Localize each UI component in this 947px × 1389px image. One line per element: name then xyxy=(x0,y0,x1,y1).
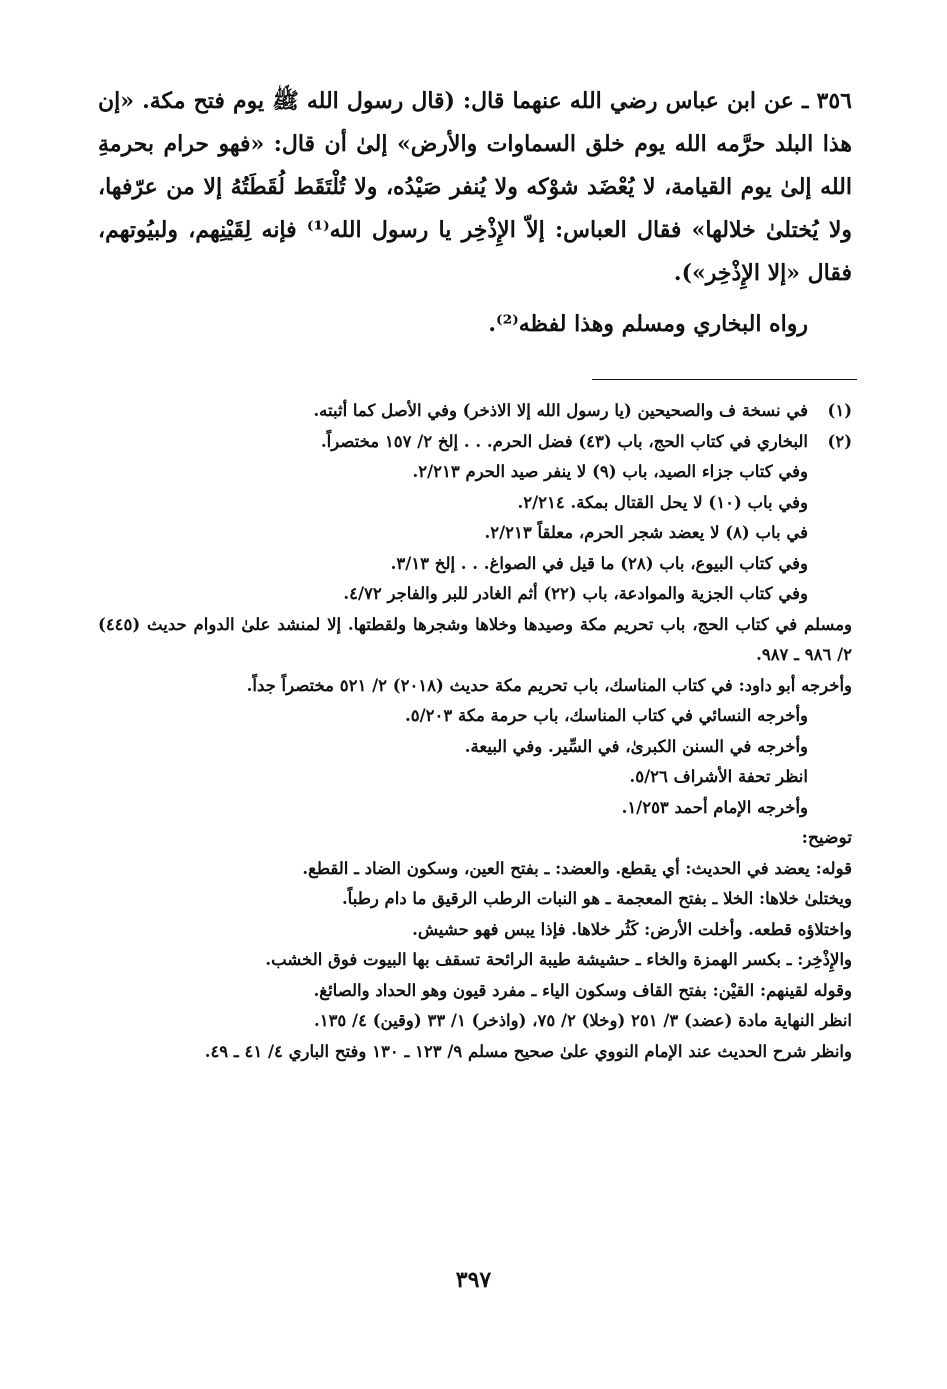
footnote-number: (١) xyxy=(827,401,852,420)
footnote-line: ومسلم في كتاب الحج، باب تحريم مكة وصيدها وخلاها وشجرها ولقطتها. إلا لمنشد علىٰ الدوام حديث (٤٤٥) ٢/ ٩٨٦ ـ ٩٨٧. xyxy=(98,614,852,664)
footnote-line: في باب (٨) لا يعضد شجر الحرم، معلقاً ٢/٢١٣. xyxy=(484,523,808,542)
explanation-line: قوله: يعضد في الحديث: أي يقطع. والعضد: ـ بفتح العين، وسكون الضاد ـ القطع. xyxy=(302,858,852,878)
hadith-paragraph: ٣٥٦ ـ عن ابن عباس رضي الله عنهما قال: (قال رسول الله ﷺ يوم فتح مكة. «إن هذا البلد حرَّمه الله يوم خلق السماوات والأرض» إلىٰ أن قال: «فهو حرام بحرمةِ الله إلىٰ يوم القيامة، لا يُعْضَد شوْكه ولا يُنفر صَيْدُه، ولا تُلْتَقَط لُقَطَتُهُ إلا من عرّفها، ولا يُختلىٰ خلالها» فقال العباس: إلاّ الإِذْخِر يا رسول الله⁽¹⁾ فإنه لِقَيْنِهم، ولبيُوتهم، فقال «إلا الإِذْخِر»). xyxy=(98,88,852,286)
explanation-line: وقوله لقينهم: القيْن: بفتح القاف وسكون الياء ـ مفرد قيون وهو الحداد والصائغ. xyxy=(313,980,852,1000)
footnote-line: وأخرجه النسائي في كتاب المناسك، باب حرمة مكة ٥/٢٠٣. xyxy=(405,706,808,725)
page-number: ٣٩٧ xyxy=(455,1267,492,1293)
footnotes-block xyxy=(98,396,852,1067)
hadith-source: رواه البخاري ومسلم وهذا لفظه⁽²⁾. xyxy=(488,311,808,337)
footnote-1 xyxy=(98,396,852,427)
footnote-line: وأخرجه أبو داود: في كتاب المناسك، باب تحريم مكة حديث (٢٠١٨) ٢/ ٥٢١ مختصراً جداً. xyxy=(246,675,852,695)
explanation-line: ويختلىٰ خلاها: الخلا ـ بفتح المعجمة ـ هو النبات الرطب الرقيق ما دام رطباً. xyxy=(341,889,852,908)
footnote-separator xyxy=(592,379,857,380)
explanation-heading: توضيح: xyxy=(801,828,852,848)
hadith-text-block xyxy=(98,80,852,346)
explanation-line: والإِذْخِر: ـ بكسر الهمزة والخاء ـ حشيشة طيبة الرائحة تسقف بها البيوت فوق الخشب. xyxy=(265,950,852,969)
footnote-line: وفي كتاب الجزية والموادعة، باب (٢٢) أثم الغادر للبر والفاجر ٤/٧٢. xyxy=(343,584,808,603)
explanation-line: وانظر شرح الحديث عند الإمام النووي علىٰ صحيح مسلم ٩/ ١٢٣ ـ ١٣٠ وفتح الباري ٤/ ٤١ ـ ٤٩. xyxy=(204,1041,852,1061)
footnote-line: وأخرجه في السنن الكبرىٰ، في السِّير. وفي البيعة. xyxy=(464,736,808,756)
footnote-line: وفي كتاب جزاء الصيد، باب (٩) لا ينفر صيد الحرم ٢/٢١٣. xyxy=(412,462,808,481)
footnote-line: وفي كتاب البيوع، باب (٢٨) ما قيل في الصواغ. . . إلخ ٣/١٣. xyxy=(390,553,808,573)
footnote-number: (٢) xyxy=(827,431,852,451)
explanation-line: انظر النهاية مادة (عضد) ٣/ ٢٥١ (وخلا) ٢/ ٧٥، (واذخر) ١/ ٣٣ (وقين) ٤/ ١٣٥. xyxy=(313,1011,852,1030)
footnote-text: البخاري في كتاب الحج، باب (٤٣) فضل الحرم. . . إلخ ٢/ ١٥٧ مختصراً. xyxy=(320,431,808,451)
explanation-line: واختلاؤه قطعه. وأخلت الأرض: كَثُر خلاها. فإذا يبس فهو حشيش. xyxy=(412,919,852,939)
footnote-line: انظر تحفة الأشراف ٥/٢٦. xyxy=(629,767,808,786)
footnote-text: في نسخة ف والصحيحين (يا رسول الله إلا الاذخر) وفي الأصل كما أثبته. xyxy=(313,401,808,420)
footnote-line: وأخرجه الإمام أحمد ١/٢٥٣. xyxy=(621,797,808,817)
footnote-2 xyxy=(98,427,852,458)
footnote-line: وفي باب (١٠) لا يحل القتال بمكة. ٢/٢١٤. xyxy=(517,492,808,512)
